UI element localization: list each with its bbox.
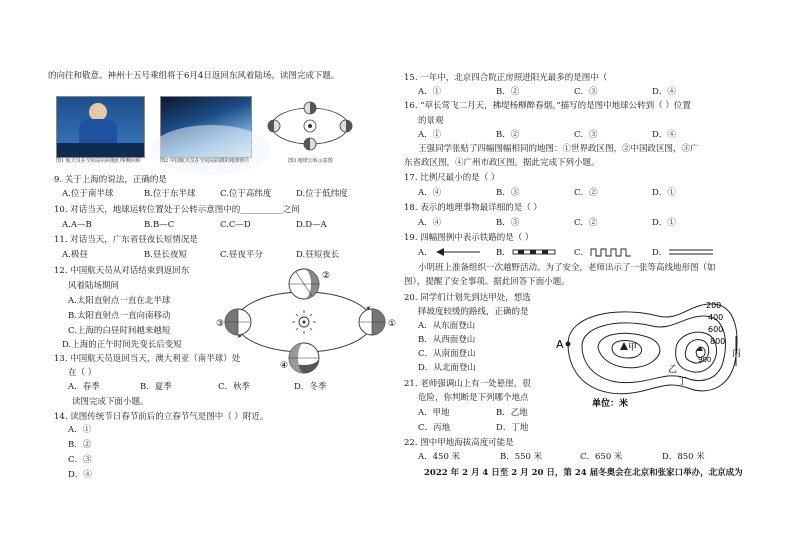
contour-map: [548, 296, 740, 414]
point-a-marker: [566, 342, 571, 347]
peak-jia-icon: [620, 342, 628, 350]
q13-option-d[interactable]: D．冬季: [294, 382, 327, 392]
globe-right-icon: [359, 309, 385, 335]
q14-option-c[interactable]: C．③: [68, 455, 92, 465]
astronaut-photo: [56, 96, 145, 158]
q19-stem: 19. 四幅图例中表示铁路的是（ ）: [404, 233, 534, 243]
orbit-label-3: ③: [216, 319, 225, 329]
q12-line-1: 12. 中国航天员从对话结束到返回东: [54, 266, 190, 276]
maps-intro-line-1: 王强同学张贴了四幅图幅相同的地图：①世界政区图，②中国政区图，③广: [418, 144, 699, 154]
contour-label-yi: 乙: [668, 365, 678, 375]
q14-stem: 14. 读图传统节日春节前后的立春节气是图中（ ）附近。: [54, 412, 269, 422]
q18-option-d[interactable]: D．①: [652, 218, 676, 228]
q11-option-b[interactable]: B.昼长夜短: [144, 250, 187, 260]
q19-option-c[interactable]: C．: [574, 248, 590, 258]
q10-option-b[interactable]: B.B—C: [144, 220, 175, 230]
q16-option-c[interactable]: C．③: [574, 130, 598, 140]
q18-stem: 18. 表示的地理事物最详细的是（ ）: [404, 203, 542, 213]
legend-arrow-icon: [434, 247, 482, 257]
q18-option-c[interactable]: C．②: [574, 218, 598, 228]
q12-option-a[interactable]: A.太阳直射点一直在北半球: [68, 296, 171, 306]
q14-option-b[interactable]: B．②: [68, 440, 92, 450]
contour-unit-label: 单位：米: [592, 399, 629, 409]
contour-label-bing: 丙: [732, 349, 742, 359]
q9-stem: 9. 关于上海的说法，正确的是: [54, 175, 167, 185]
q17-option-d[interactable]: D．①: [652, 188, 676, 198]
q22-option-b[interactable]: B．550 米: [500, 452, 543, 462]
q21-option-b[interactable]: B．乙地: [496, 408, 528, 418]
left-intro-2: 读图完成下面小题。: [72, 397, 149, 407]
maps-intro-line-2: 东省政区图，④广州市政区图。据此完成下列小题。: [404, 158, 600, 168]
small-orbit-svg: [262, 96, 358, 156]
q9-option-b[interactable]: B.位于东半球: [144, 189, 196, 199]
figure-caption-2: 图2 中国航天员在空间站拍摄的地球照片: [160, 158, 250, 164]
q15-stem: 15. 一年中，北京四合院正房照进阳光最多的是图中（: [404, 73, 608, 83]
orbit-label-1: ①: [388, 319, 397, 329]
figure-caption-1: 图1 航天员在空间站向同胞们华晚问候: [56, 158, 141, 164]
q17-option-b[interactable]: B．③: [496, 188, 520, 198]
contour-value-200: 200: [706, 301, 722, 310]
q20-option-b[interactable]: B．从西面登山: [418, 335, 476, 345]
globe-top-icon: [289, 269, 319, 299]
contour-value-600: 600: [708, 325, 724, 334]
q14-option-a[interactable]: A．①: [68, 425, 92, 435]
contour-label-jia: 甲: [628, 343, 638, 353]
q9-option-a[interactable]: A.位于南半球: [62, 189, 114, 199]
q20-option-d[interactable]: D．从北面登山: [418, 363, 476, 373]
q13-option-b[interactable]: B．夏季: [140, 382, 172, 392]
q16-option-a[interactable]: A．①: [418, 130, 442, 140]
q17-option-c[interactable]: C．②: [574, 188, 598, 198]
earth-photo: [160, 96, 252, 158]
q15-option-a[interactable]: A．①: [418, 87, 442, 97]
q13-line-1: 13. 中国航天员返回当天，澳大利亚（南半球）处: [54, 354, 241, 364]
q16-line-1: 16. “草长莺飞二月天，拂堤杨柳醉春烟。”描写的是图中地球公转到（ ）位置: [404, 101, 691, 111]
contour-label-a: A: [556, 338, 564, 351]
q15-option-d[interactable]: D．④: [652, 87, 676, 97]
q16-option-b[interactable]: B．②: [496, 130, 520, 140]
q18-option-b[interactable]: B．③: [496, 218, 520, 228]
globe-left-icon: [225, 309, 251, 335]
q22-option-d[interactable]: D．850 米: [662, 452, 705, 462]
figure-caption-3: 图3 地球公转示意图: [288, 158, 333, 164]
q13-line-2: 在（ ）: [68, 368, 97, 378]
q20-option-a[interactable]: A．从东面登山: [418, 321, 476, 331]
q11-stem: 11. 对话当天，广东省昼夜长短情况是: [54, 235, 198, 245]
q11-option-d[interactable]: D.昼短夜长: [296, 250, 340, 260]
q18-option-a[interactable]: A．④: [418, 218, 442, 228]
legend-road-icon: [668, 246, 714, 258]
left-intro: 的向往和敬意。神州十五号乘组将于6月4日返回东风着陆场。读图完成下题。: [48, 71, 340, 81]
hike-intro-line-1: 小明班上准备组织一次越野活动。为了安全，老师出示了一张等高线地形图（如: [418, 263, 716, 273]
q11-option-a[interactable]: A.极昼: [62, 250, 88, 260]
q21-option-c[interactable]: C．丙地: [418, 423, 451, 433]
q10-option-d[interactable]: D.D—A: [296, 220, 327, 230]
legend-wall-icon: [590, 246, 632, 258]
q15-option-b[interactable]: B．②: [496, 87, 520, 97]
q17-option-a[interactable]: A．④: [418, 188, 442, 198]
q16-line-2: 的景观: [418, 116, 444, 126]
q15-option-c[interactable]: C．③: [574, 87, 598, 97]
q19-option-d[interactable]: D．: [652, 248, 668, 258]
q10-option-a[interactable]: A.A—B: [62, 220, 92, 230]
q14-option-d[interactable]: D．④: [68, 470, 92, 480]
q9-option-d[interactable]: D.位于低纬度: [296, 189, 348, 199]
q17-stem: 17. 比例尺最小的是（ ）: [404, 173, 500, 183]
small-orbit-figure: [262, 96, 358, 156]
footer-text: 2022 年 2 月 4 日至 2 月 20 日，第 24 届冬奥会在北京和张家口举办，北京成为: [424, 468, 743, 478]
contour-value-800: 800: [710, 337, 726, 346]
orbit-label-4: ④: [280, 361, 289, 371]
q11-option-c[interactable]: C.昼夜平分: [220, 250, 263, 260]
q22-stem: 22. 图中甲地海拔高度可能是: [404, 438, 514, 448]
q21-option-a[interactable]: A．甲地: [418, 408, 450, 418]
q12-option-c[interactable]: C.上海的白昼时间越来越短: [68, 326, 171, 336]
sun-icon: [292, 310, 316, 334]
q19-option-a[interactable]: A．: [418, 248, 433, 258]
globe-bottom-icon: [289, 343, 319, 373]
q20-line-1: 20. 同学们计划先到达甲处，想选: [404, 293, 531, 303]
q10-stem: 10. 对话当天，地球运转位置处于公转示意图中的__________之间: [54, 205, 300, 215]
contour-value-400: 400: [708, 313, 724, 322]
q12-option-b[interactable]: B.太阳直射点一直向南移动: [68, 311, 171, 321]
q9-option-c[interactable]: C.位于高纬度: [220, 189, 272, 199]
q12-line-2: 风着陆场期间: [68, 281, 120, 291]
earth-orbit-diagram: [216, 264, 397, 382]
hike-intro-line-2: 图），提醒了安全事项。据此回答下面小题。: [404, 277, 570, 287]
q21-line-1: 21. 老师强调山上有一处悬崖，很: [404, 379, 531, 389]
q12-option-d[interactable]: D.上海的正午时间先变长后变短: [62, 340, 182, 350]
q20-option-c[interactable]: C．从南面登山: [418, 349, 476, 359]
q16-option-d[interactable]: D．④: [652, 130, 676, 140]
contour-value-900: 900: [698, 356, 712, 364]
q22-option-a[interactable]: A．450 米: [418, 452, 461, 462]
legend-railway-icon: [512, 247, 556, 257]
q21-line-2: 危险，你判断是下列哪个地点: [418, 393, 529, 403]
contour-label-ding: 丁: [678, 377, 688, 387]
q13-option-a[interactable]: A．春季: [68, 382, 100, 392]
q10-option-c[interactable]: C.C—D: [220, 220, 251, 230]
q19-option-b[interactable]: B．: [496, 248, 511, 258]
q21-option-d[interactable]: D．丁地: [496, 423, 529, 433]
astronaut-suit: [79, 119, 117, 143]
q13-option-c[interactable]: C．秋季: [218, 382, 251, 392]
q22-option-c[interactable]: C．650 米: [580, 452, 623, 462]
q20-line-2: 择坡度较缓的路线，正确的是: [418, 307, 529, 317]
orbit-label-2: ②: [322, 271, 331, 281]
